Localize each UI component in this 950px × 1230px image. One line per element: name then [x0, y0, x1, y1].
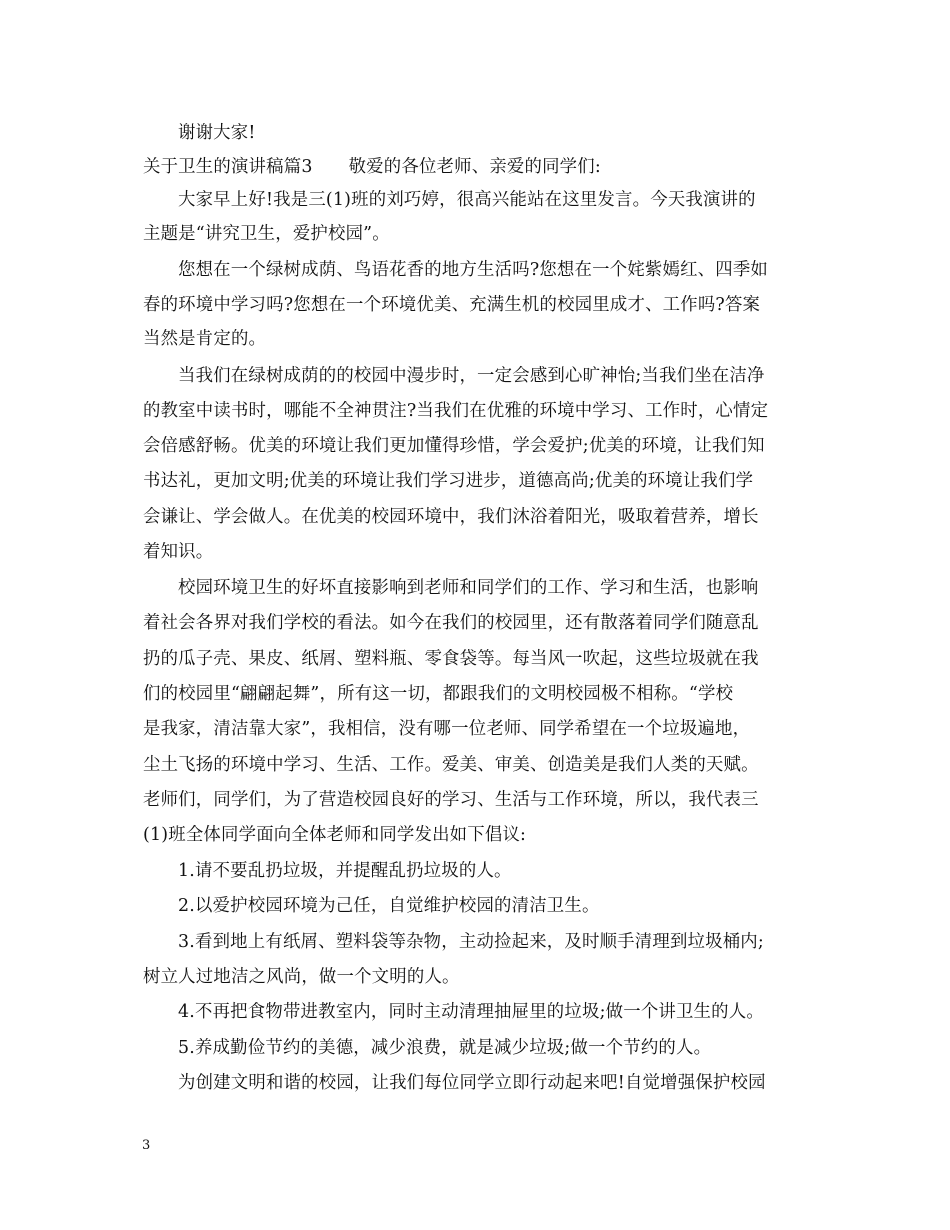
list-item: 4.不再把食物带进教室内，同时主动清理抽屉里的垃圾;做一个讲卫生的人。: [178, 1002, 764, 1022]
page-number: 3: [142, 1138, 151, 1153]
salutation: 敬爱的各位老师、亲爱的同学们:: [348, 157, 601, 177]
list-item: 5.养成勤俭节约的美德，减少浪费，就是减少垃圾;做一个节约的人。: [178, 1038, 712, 1058]
text-line: 尘土飞扬的环境中学习、生活、工作。爱美、审美、创造美是我们人类的天赋。: [143, 755, 759, 775]
text-line: 的教室中读书时，哪能不全神贯注?当我们在优雅的环境中学习、工作时，心情定: [143, 401, 769, 421]
list-item: 1.请不要乱扔垃圾，并提醒乱扔垃圾的人。: [178, 861, 512, 881]
text-line: 校园环境卫生的好坏直接影响到老师和同学们的工作、学习和生活，也影响: [178, 578, 759, 598]
text-line: (1)班全体同学面向全体老师和同学发出如下倡议:: [143, 825, 527, 845]
text-line: 扔的瓜子壳、果皮、纸屑、塑料瓶、零食袋等。每当风一吹起，这些垃圾就在我: [143, 649, 759, 669]
section-heading-line: [143, 155, 815, 179]
text-line: 着知识。: [143, 542, 214, 562]
text-line: 树立人过地洁之风尚，做一个文明的人。: [143, 967, 460, 987]
text-line: 会倍感舒畅。优美的环境让我们更加懂得珍惜，学会爱护;优美的环境，让我们知: [143, 436, 765, 456]
text-line: 会谦让、学会做人。在优美的校园环境中，我们沐浴着阳光，吸取着营养，增长: [143, 507, 759, 527]
text-line: 谢谢大家!: [178, 123, 256, 143]
text-line: 大家早上好!我是三(1)班的刘巧婷，很高兴能站在这里发言。今天我演讲的: [178, 190, 756, 210]
text-line: 当然是肯定的。: [143, 329, 267, 349]
text-line: 老师们，同学们，为了营造校园良好的学习、生活与工作环境，所以，我代表三: [143, 790, 759, 810]
text-line: 书达礼，更加文明;优美的环境让我们学习进步，道德高尚;优美的环境让我们学: [143, 471, 754, 491]
text-line: 当我们在绿树成荫的的校园中漫步时，一定会感到心旷神怡;当我们坐在洁净: [178, 366, 765, 386]
list-item: 3.看到地上有纸屑、塑料袋等杂物，主动捡起来，及时顺手清理到垃圾桶内;: [178, 932, 764, 952]
section-title: 关于卫生的演讲稿篇3: [143, 157, 313, 177]
text-line: 春的环境中学习吗?您想在一个环境优美、充满生机的校园里成才、工作吗?答案: [143, 295, 761, 315]
text-line: 们的校园里“翩翩起舞”，所有这一切，都跟我们的文明校园极不相称。“学校: [143, 684, 734, 704]
list-item: 2.以爱护校园环境为己任，自觉维护校园的清洁卫生。: [178, 896, 600, 916]
text-line: 是我家，清洁靠大家”，我相信，没有哪一位老师、同学希望在一个垃圾遍地，: [143, 719, 751, 739]
text-line: 您想在一个绿树成荫、鸟语花香的地方生活吗?您想在一个姹紫嫣红、四季如: [178, 260, 769, 280]
text-line: 着社会各界对我们学校的看法。如今在我们的校园里，还有散落着同学们随意乱: [143, 613, 759, 633]
text-line: 为创建文明和谐的校园，让我们每位同学立即行动起来吧!自觉增强保护校园: [178, 1073, 766, 1093]
text-line: 主题是“讲究卫生，爱护校园”。: [143, 224, 390, 244]
